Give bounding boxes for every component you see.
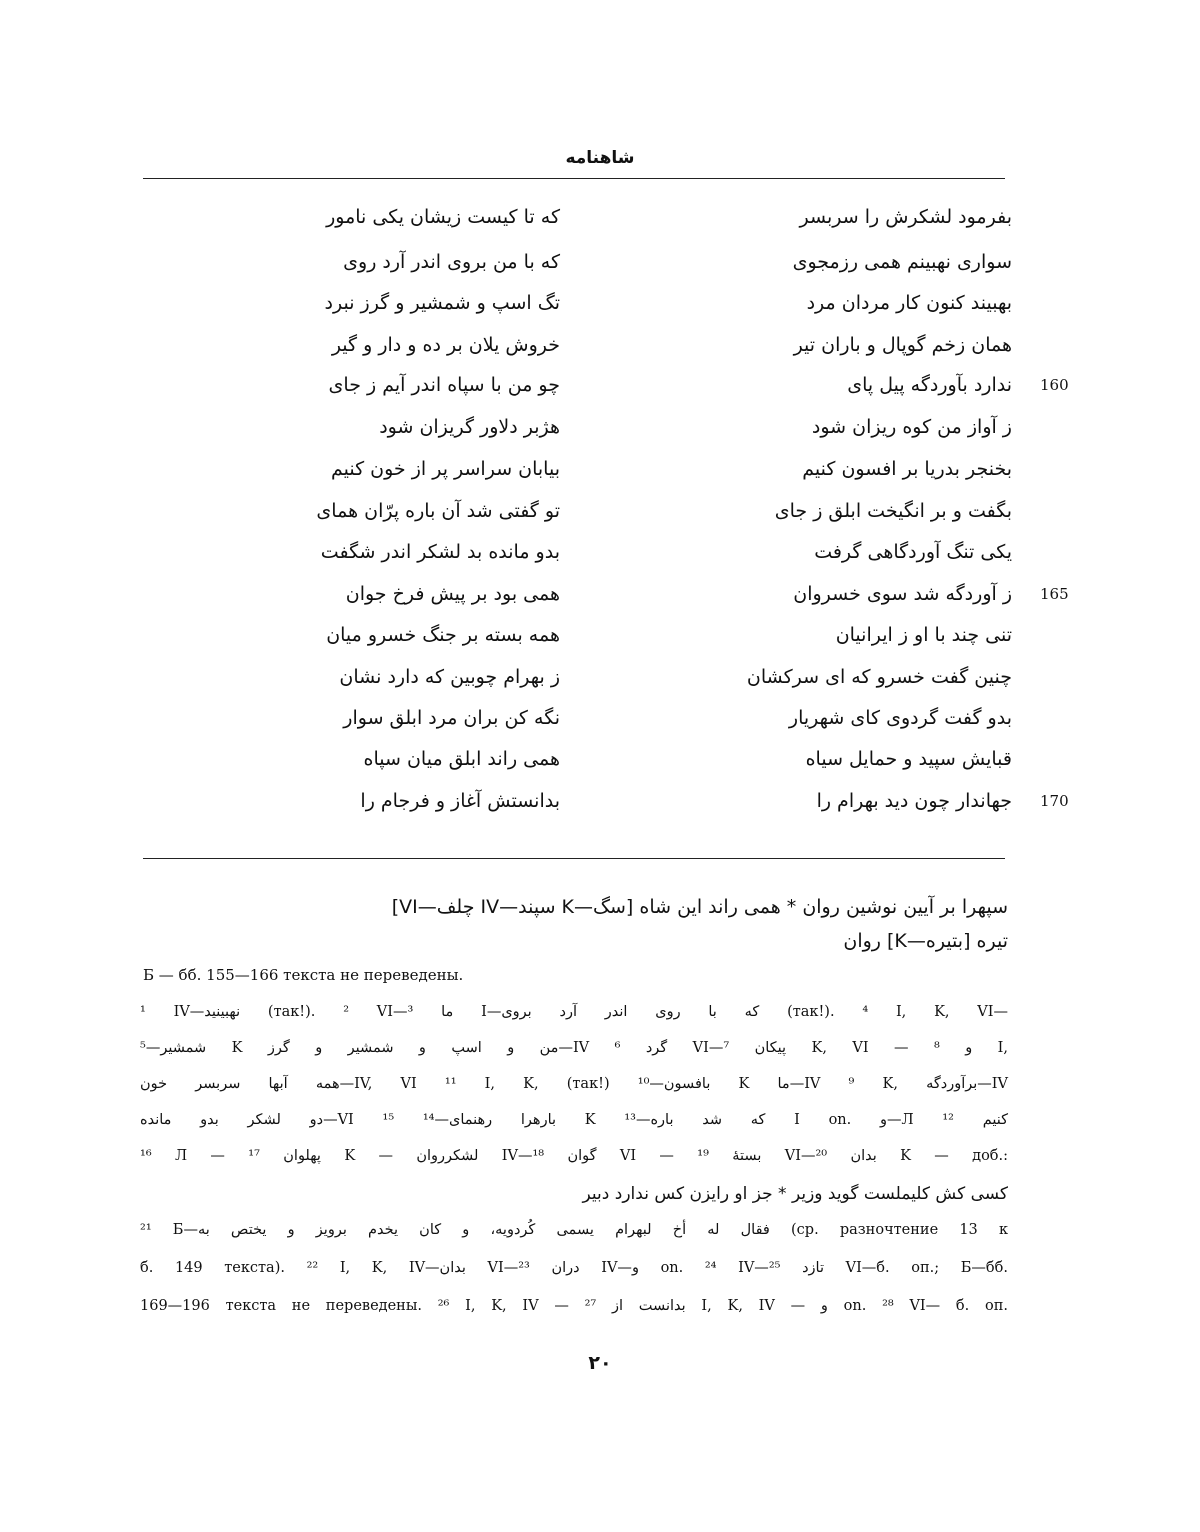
verse-row <box>0 241 1200 283</box>
verse-row <box>0 324 1200 366</box>
verse-row <box>0 364 1200 406</box>
verse-left-hemistich: بدو مانده بد لشکر اندر شگفت <box>320 541 560 563</box>
verse-right-hemistich: بفرمود لشکرش را سربسر <box>799 206 1012 228</box>
page-number: ۲۰ <box>588 1352 612 1374</box>
verse-row <box>0 573 1200 615</box>
footnote-verse: کسی کش کلیملست گوید وزیر * جز او رایزن کس ندارد دبیر <box>582 1184 1008 1204</box>
verse-row <box>0 697 1200 739</box>
verse-right-hemistich: ندارد بآوردگه پیل پای <box>847 374 1012 396</box>
verse-right-hemistich: ز آواز من کوه ریزان شود <box>811 416 1012 438</box>
footnote-line: 169—196 текста не переведены. ²⁶ I, K, IV — بدانست از ²⁷ I, K, IV — و on. ²⁸ VI— б. оп. <box>140 1298 1009 1314</box>
line-number: 165 <box>1040 585 1069 603</box>
verse-right-hemistich: چنین گفت خسرو که ای سرکشان <box>746 666 1012 688</box>
verse-left-hemistich: که با من بروی اندر آرد روی <box>343 251 560 273</box>
verse-left-hemistich: همه بسته بر جنگ خسرو میان <box>326 624 560 646</box>
verse-left-hemistich: که تا کیست زیشان یکی نامور <box>326 206 560 228</box>
verse-left-hemistich: بیابان سراسر پر از خون کنیم <box>330 458 560 480</box>
footnote-line: دو لشکر بدو مانده—VI ¹⁵ بارهرا رهنمای—¹⁴ K که شد باره—¹³ I on. و—Л ¹² کنیم <box>140 1112 1008 1128</box>
verse-row <box>0 780 1200 822</box>
verse-left-hemistich: همی بود بر پیش فرخ جوان <box>345 583 560 605</box>
verse-right-hemistich: ز آوردگه شد سوی خسروان <box>793 583 1012 605</box>
page-title: شاهنامه <box>565 148 635 168</box>
footnote-untranslated-note: Б — бб. 155—166 текста не переведены. <box>143 966 464 984</box>
verse-left-hemistich: ز بهرام چوبین که دارد نشان <box>339 666 560 688</box>
verse-right-hemistich: قبایش سپید و حمایل سیاه <box>805 748 1012 770</box>
verse-right-hemistich: بگفت و بر انگیخت ابلق ز جای <box>774 500 1012 522</box>
verse-right-hemistich: سواری نهبینم همی رزمجوی <box>792 251 1012 273</box>
footnote-line: همه آبها سربسر خون—IV, VI ¹¹ I, K, (так!) بافسون—¹⁰ K ما—IV ⁹ K, برآوردگه—IV <box>140 1076 1008 1092</box>
verse-row <box>0 614 1200 656</box>
verse-row <box>0 448 1200 490</box>
verse-row <box>0 282 1200 324</box>
verse-row <box>0 406 1200 448</box>
verse-left-hemistich: خروش یلان بر ده و دار و گیر <box>331 334 560 356</box>
verse-left-hemistich: تو گفتی شد آن باره پرّان همای <box>316 500 560 522</box>
line-number: 160 <box>1040 376 1069 394</box>
verse-row <box>0 490 1200 532</box>
verse-left-hemistich: هژبر دلاور گریزان شود <box>379 416 560 438</box>
verse-right-hemistich: بهبیند کنون کار مردان مرد <box>806 292 1012 314</box>
verse-right-hemistich: بخنجر بدریا بر افسون کنیم <box>802 458 1012 480</box>
verse-left-hemistich: نگه کن بران مرد ابلق سوار <box>343 707 560 729</box>
verse-right-hemistich: بدو گفت گردوی کای شهریار <box>788 707 1012 729</box>
verse-left-hemistich: چو من با سپاه اندر آیم ز جای <box>328 374 560 396</box>
verse-left-hemistich: تگ اسپ و شمشیر و گرز نبرد <box>324 292 560 314</box>
footnote-line: ¹ IV—نهبینید (так!). ² VI—ما ³ I—که با روی اندر آرد بروی (так!). ⁴ I, K, VI— <box>140 1004 1008 1020</box>
verse-left-hemistich: همی راند ابلق میان سپاه <box>363 748 560 770</box>
verse-row <box>0 656 1200 698</box>
verse-left-hemistich: بدانستش آغاز و فرجام را <box>360 790 560 812</box>
footnote-rule <box>143 858 1005 859</box>
verse-right-hemistich: جهاندار چون دید بهرام را <box>816 790 1012 812</box>
verse-right-hemistich: همان زخم گوپال و باران تیر <box>793 334 1012 356</box>
footnote-line: б. 149 текста). ²² I, K, IV—بدان VI—دران ²³ IV—و on. ²⁴ IV—تازد ²⁵ VI—б. оп.; Б—бб. <box>140 1260 1008 1276</box>
footnote-line: ¹⁶ Л — پهلوان ¹⁷ K — لشکرروان IV—گوان ¹⁸ VI — بستهٔ ¹⁹ VI—بدان ²⁰ K — доб.: <box>140 1148 1009 1164</box>
footnote-verse: سپهرا بر آیین نوشین روان * همی راند این شاه [سگ—K سپند—IV چلف—VI] <box>391 896 1008 918</box>
footnote-verse: تیره [بتیره—K] روان <box>843 930 1008 952</box>
verse-row <box>0 531 1200 573</box>
footnote-line: شمشیر—⁵ K من و اسپ و شمشیر و گرز—IV گرد ⁶ VI—پیکان ⁷ K, VI — و ⁸ I, <box>140 1040 1008 1056</box>
verse-row <box>0 196 1200 238</box>
verse-right-hemistich: یکی تنگ آوردگاهی گرفت <box>814 541 1012 563</box>
verse-right-hemistich: تنی چند با او ز ایرانیان <box>835 624 1012 646</box>
top-rule <box>143 178 1005 179</box>
line-number: 170 <box>1040 792 1069 810</box>
footnote-line: ²¹ Б—فقال له أخ لبهرام یسمی کُردویه، و کان یخدم برویز و یختص به (ср. разночтение 13 к <box>140 1222 1009 1238</box>
verse-row <box>0 738 1200 780</box>
